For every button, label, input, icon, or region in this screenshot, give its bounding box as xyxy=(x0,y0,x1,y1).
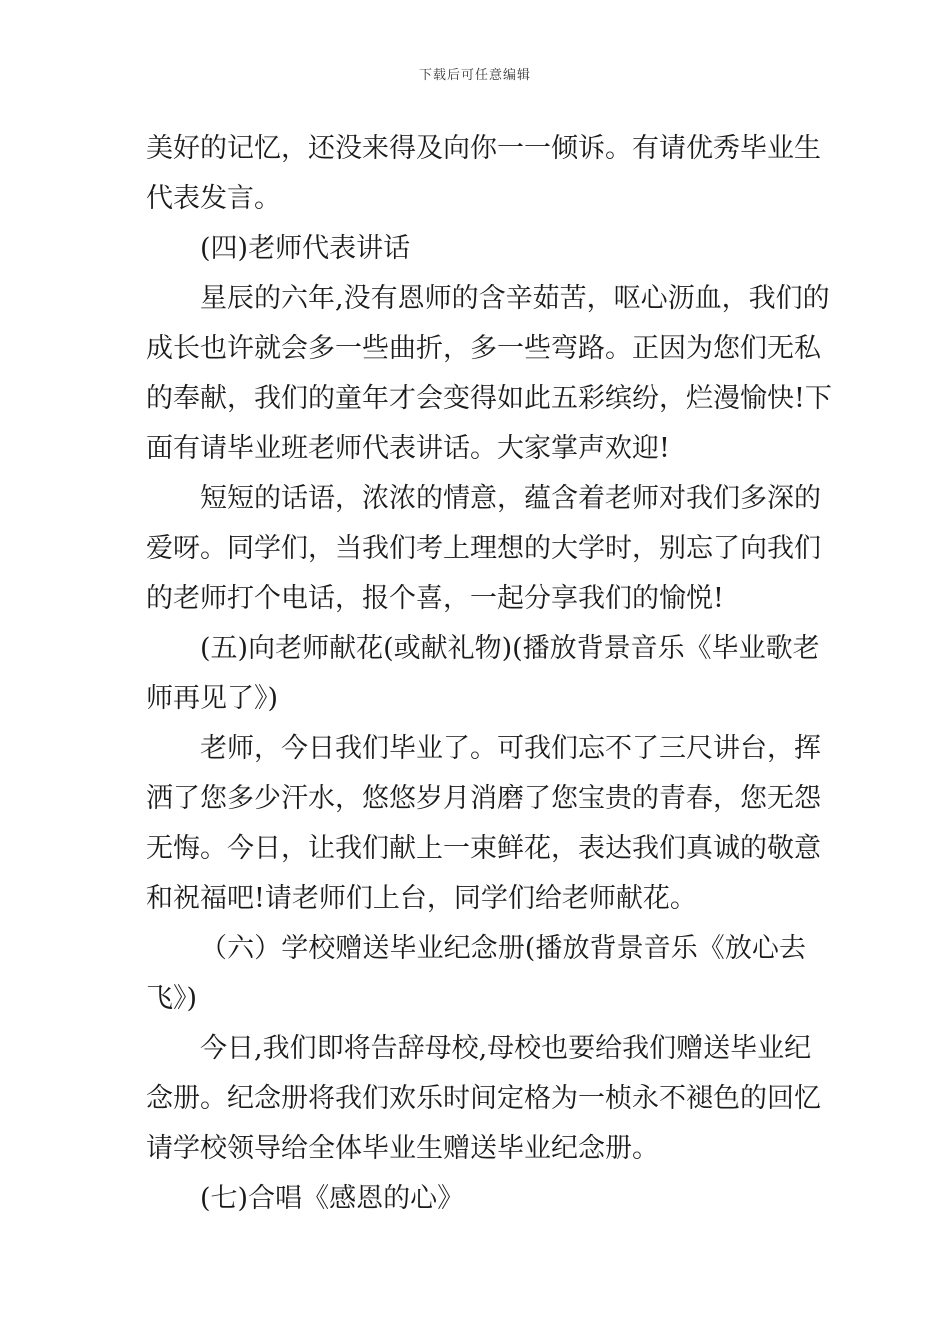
text-line: 洒了您多少汗水，悠悠岁月消磨了您宝贵的青春，您无怨 xyxy=(146,783,821,814)
text-line: 代表发言。 xyxy=(146,183,281,214)
text-line: 的老师打个电话，报个喜，一起分享我们的愉悦! xyxy=(146,583,724,614)
page-header-note: 下载后可任意编辑 xyxy=(418,68,531,83)
text-line: 和祝福吧!请老师们上台，同学们给老师献花。 xyxy=(146,883,697,914)
text-line: 成长也许就会多一些曲折，多一些弯路。正因为您们无私 xyxy=(146,333,821,364)
text-line: (五)向老师献花(或献礼物)(播放背景音乐《毕业歌老 xyxy=(200,633,820,664)
text-line: 美好的记忆，还没来得及向你一一倾诉。有请优秀毕业生 xyxy=(146,133,821,164)
text-line: 无悔。今日，让我们献上一束鲜花，表达我们真诚的敬意 xyxy=(146,833,821,864)
text-line: 请学校领导给全体毕业生赠送毕业纪念册。 xyxy=(146,1133,659,1164)
text-line: 短短的话语，浓浓的情意，蕴含着老师对我们多深的 xyxy=(200,483,821,514)
text-line: （六）学校赠送毕业纪念册(播放背景音乐《放心去 xyxy=(200,933,806,964)
text-line: 老师，今日我们毕业了。可我们忘不了三尺讲台，挥 xyxy=(200,733,821,764)
text-line: (七)合唱《感恩的心》 xyxy=(200,1183,465,1214)
text-line: 飞》) xyxy=(146,983,198,1014)
text-line: 爱呀。同学们，当我们考上理想的大学时，别忘了向我们 xyxy=(146,533,821,564)
text-line: 的奉献，我们的童年才会变得如此五彩缤纷，烂漫愉快!下 xyxy=(146,383,832,414)
text-line: (四)老师代表讲话 xyxy=(200,233,411,264)
text-line: 今日,我们即将告辞母校,母校也要给我们赠送毕业纪 xyxy=(200,1033,812,1064)
text-line: 师再见了》) xyxy=(146,683,279,714)
text-line: 星辰的六年,没有恩师的含辛茹苦，呕心沥血，我们的 xyxy=(200,283,830,314)
text-line: 面有请毕业班老师代表讲话。大家掌声欢迎! xyxy=(146,433,670,464)
document-body xyxy=(146,124,832,1224)
text-line: 念册。纪念册将我们欢乐时间定格为一桢永不褪色的回忆 xyxy=(146,1083,821,1114)
